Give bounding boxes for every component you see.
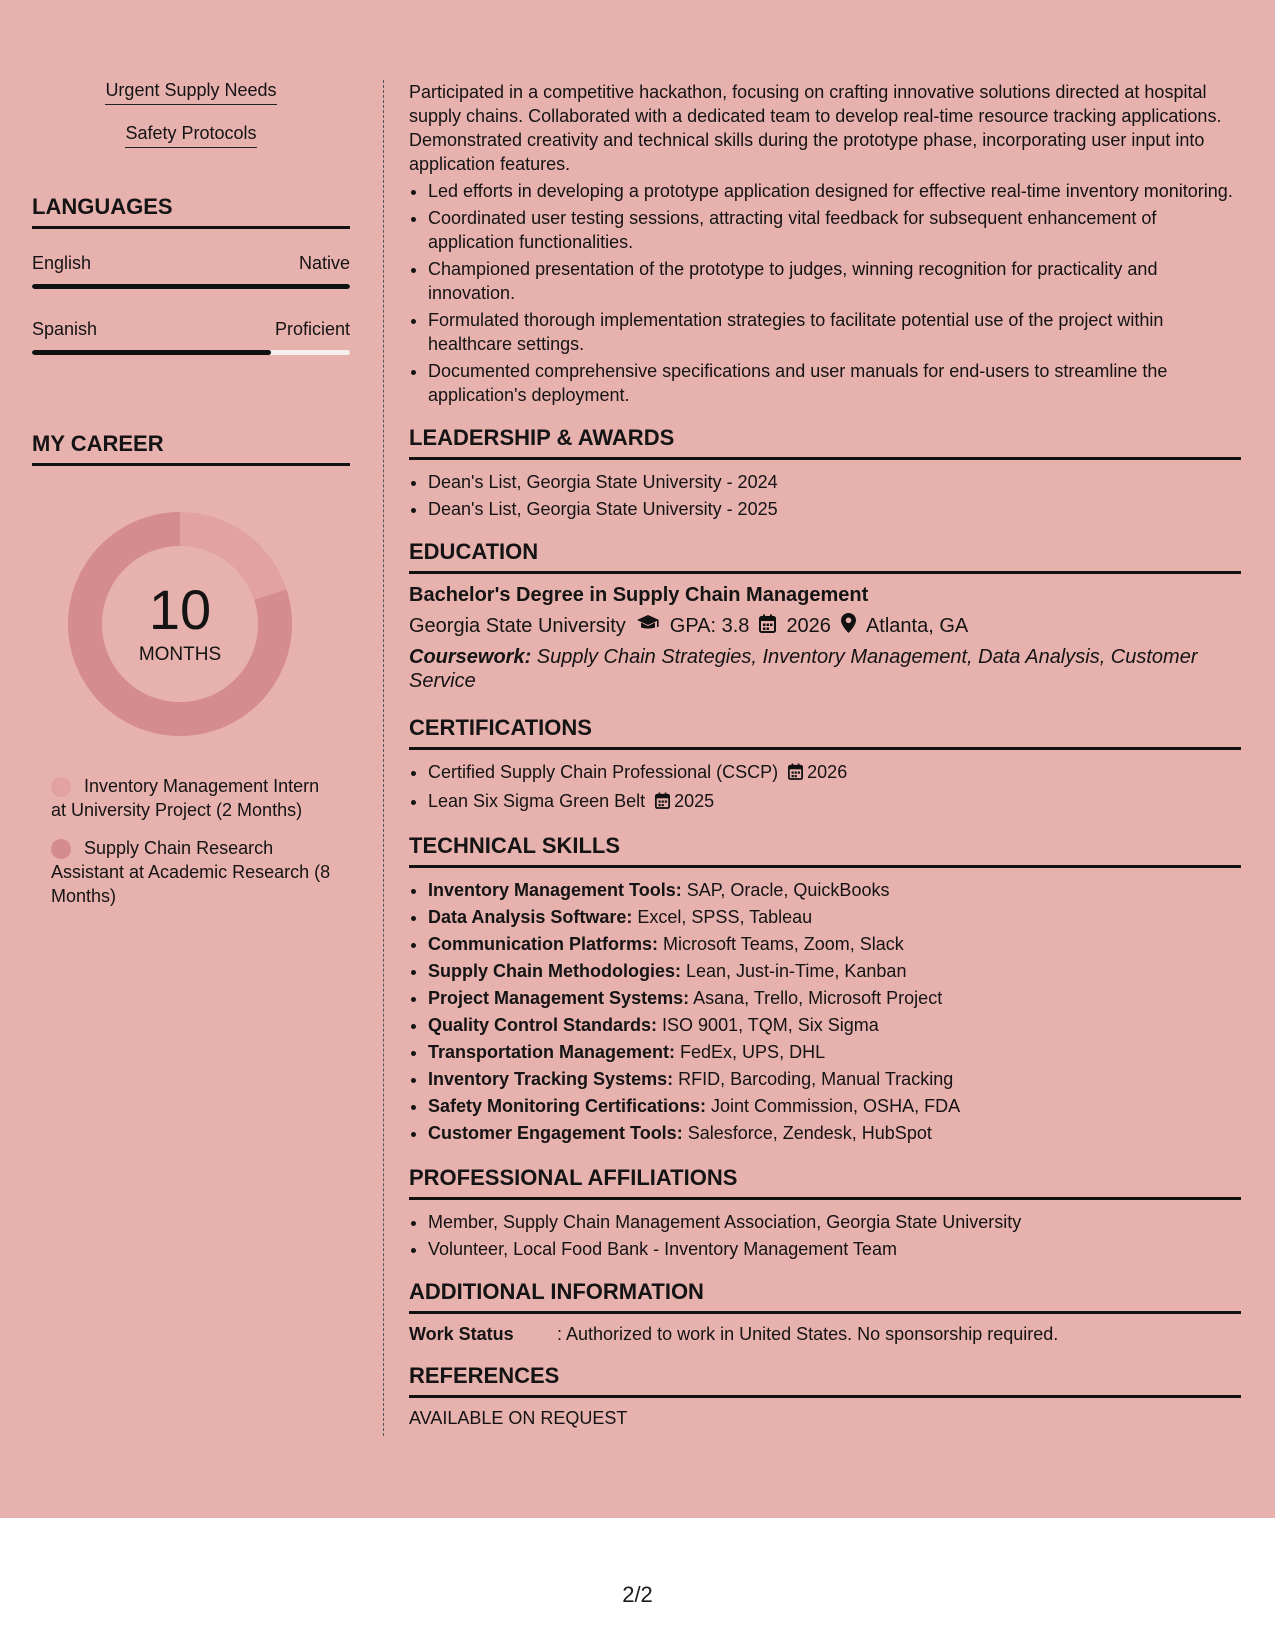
list-item: • Led efforts in developing a prototype application designed for effective real-time inventory monitoring. xyxy=(428,179,1241,203)
list-item: • Championed presentation of the prototype to judges, winning recognition for practicality and innovation. xyxy=(428,257,1241,305)
education-gpa: GPA: 3.8 xyxy=(669,614,750,637)
career-title: MY CAREER xyxy=(32,431,350,466)
list-item: • Member, Supply Chain Management Association, Georgia State University xyxy=(428,1210,1241,1234)
work-status-value: : Authorized to work in United States. No sponsorship required. xyxy=(557,1324,1059,1344)
page-number: 2/2 xyxy=(622,1582,653,1607)
experience-description: Participated in a competitive hackathon, focusing on crafting innovative solutions directed at hospital supply chains. Collaborated with a dedicated team to develop real-time resource tracking applications. Demonstrated creativity and technical skills during the prototype phase, incorporating user input into application features. xyxy=(409,82,1222,174)
education-details xyxy=(409,613,1241,639)
language-level: Proficient xyxy=(274,319,350,339)
skill-value: Asana, Trello, Microsoft Project xyxy=(689,988,943,1008)
language-bar xyxy=(32,284,350,289)
list-item xyxy=(428,760,1241,786)
main-content xyxy=(409,80,1241,1429)
tag: Safety Protocols xyxy=(125,123,256,148)
certification-name: Lean Six Sigma Green Belt xyxy=(428,791,646,811)
skill-label: Customer Engagement Tools: xyxy=(428,1123,683,1143)
skill-item xyxy=(428,959,1241,983)
skill-value: Excel, SPSS, Tableau xyxy=(632,907,813,927)
language-bar-fill xyxy=(32,284,350,289)
skill-item xyxy=(428,1040,1241,1064)
skill-value: RFID, Barcoding, Manual Tracking xyxy=(673,1069,954,1089)
career-donut-chart xyxy=(66,510,294,738)
skill-value: SAP, Oracle, QuickBooks xyxy=(681,880,890,900)
career-legend xyxy=(32,774,350,908)
sidebar xyxy=(32,80,350,922)
certifications-title: CERTIFICATIONS xyxy=(409,715,1241,750)
language-spanish xyxy=(32,319,350,355)
skill-value: Salesforce, Zendesk, HubSpot xyxy=(682,1123,932,1143)
languages-title: LANGUAGES xyxy=(32,194,350,229)
tag: Urgent Supply Needs xyxy=(105,80,276,105)
additional-info-title: ADDITIONAL INFORMATION xyxy=(409,1279,1241,1314)
list-item: • Formulated thorough implementation strategies to facilitate potential use of the project within healthcare settings. xyxy=(428,308,1241,356)
calendar-icon xyxy=(759,614,776,639)
certifications-list xyxy=(409,760,1241,815)
language-name: English xyxy=(32,253,92,273)
skill-item xyxy=(428,1067,1241,1091)
list-item: • Documented comprehensive specifications and user manuals for end-users to streamline the application's deployment. xyxy=(428,359,1241,407)
career-item-text: Inventory Management Intern at University Project (2 Months) xyxy=(51,776,320,820)
page-footer xyxy=(0,1518,1275,1650)
language-english xyxy=(32,253,350,289)
work-status-label: Work Status xyxy=(409,1324,514,1344)
calendar-icon xyxy=(655,791,670,815)
skill-value: Lean, Just-in-Time, Kanban xyxy=(681,961,907,981)
skill-item xyxy=(428,878,1241,902)
certification-year: 2025 xyxy=(674,791,715,811)
skill-label: Inventory Tracking Systems: xyxy=(428,1069,674,1089)
column-divider xyxy=(383,80,384,1436)
career-total: 10 xyxy=(148,578,212,641)
work-status-row xyxy=(409,1324,1241,1345)
skill-label: Inventory Management Tools: xyxy=(428,880,682,900)
certification-name: Certified Supply Chain Professional (CSCP) xyxy=(428,762,779,782)
skill-label: Transportation Management: xyxy=(428,1042,676,1062)
graduation-cap-icon xyxy=(636,614,660,638)
skill-item xyxy=(428,905,1241,929)
calendar-icon xyxy=(788,762,803,786)
skill-label: Communication Platforms: xyxy=(428,934,659,954)
skill-label: Project Management Systems: xyxy=(428,988,690,1008)
references-title: REFERENCES xyxy=(409,1363,1241,1398)
skill-item xyxy=(428,1094,1241,1118)
list-item: • Dean's List, Georgia State University - 2025 xyxy=(428,497,1241,521)
skill-value: Joint Commission, OSHA, FDA xyxy=(706,1096,961,1116)
career-legend-item xyxy=(51,774,331,822)
experience-bullets xyxy=(409,179,1241,407)
skill-item xyxy=(428,1013,1241,1037)
list-item xyxy=(428,789,1241,815)
legend-dot xyxy=(51,777,71,797)
affiliations-title: PROFESSIONAL AFFILIATIONS xyxy=(409,1165,1241,1200)
affiliations-list xyxy=(409,1210,1241,1261)
references-text: AVAILABLE ON REQUEST xyxy=(409,1408,628,1428)
list-item: • Coordinated user testing sessions, attracting vital feedback for subsequent enhancement of application functionalities. xyxy=(428,206,1241,254)
skills-list xyxy=(409,878,1241,1145)
skill-label: Quality Control Standards: xyxy=(428,1015,658,1035)
education-title: EDUCATION xyxy=(409,539,1241,574)
career-item-text: Supply Chain Research Assistant at Academic Research (8 Months) xyxy=(51,838,331,906)
map-pin-icon xyxy=(841,613,856,639)
language-level: Native xyxy=(298,253,350,273)
language-bar xyxy=(32,350,350,355)
education-year: 2026 xyxy=(786,614,831,637)
skill-value: FedEx, UPS, DHL xyxy=(675,1042,826,1062)
skill-label: Supply Chain Methodologies: xyxy=(428,961,681,981)
tag-list xyxy=(32,80,350,166)
list-item: • Volunteer, Local Food Bank - Inventory Management Team xyxy=(428,1237,1241,1261)
legend-dot xyxy=(51,839,71,859)
skill-item xyxy=(428,986,1241,1010)
leadership-title: LEADERSHIP & AWARDS xyxy=(409,425,1241,460)
skill-value: ISO 9001, TQM, Six Sigma xyxy=(657,1015,879,1035)
career-unit: MONTHS xyxy=(138,644,222,665)
skill-value: Microsoft Teams, Zoom, Slack xyxy=(658,934,904,954)
language-bar-fill xyxy=(32,350,271,355)
skills-title: TECHNICAL SKILLS xyxy=(409,833,1241,868)
skill-label: Data Analysis Software: xyxy=(428,907,633,927)
skill-item xyxy=(428,1121,1241,1145)
leadership-list xyxy=(409,470,1241,521)
coursework-list: Supply Chain Strategies, Inventory Management, Data Analysis, Customer Service xyxy=(409,646,1198,692)
education-coursework xyxy=(409,645,1241,693)
language-name: Spanish xyxy=(32,319,98,339)
coursework-label: Coursework: xyxy=(409,646,532,668)
education-degree: Bachelor's Degree in Supply Chain Management xyxy=(409,584,869,606)
list-item: • Dean's List, Georgia State University - 2024 xyxy=(428,470,1241,494)
skill-label: Safety Monitoring Certifications: xyxy=(428,1096,707,1116)
education-school: Georgia State University xyxy=(409,614,626,637)
certification-year: 2026 xyxy=(807,762,848,782)
career-legend-item xyxy=(51,836,331,908)
skill-item xyxy=(428,932,1241,956)
education-location: Atlanta, GA xyxy=(865,614,969,637)
